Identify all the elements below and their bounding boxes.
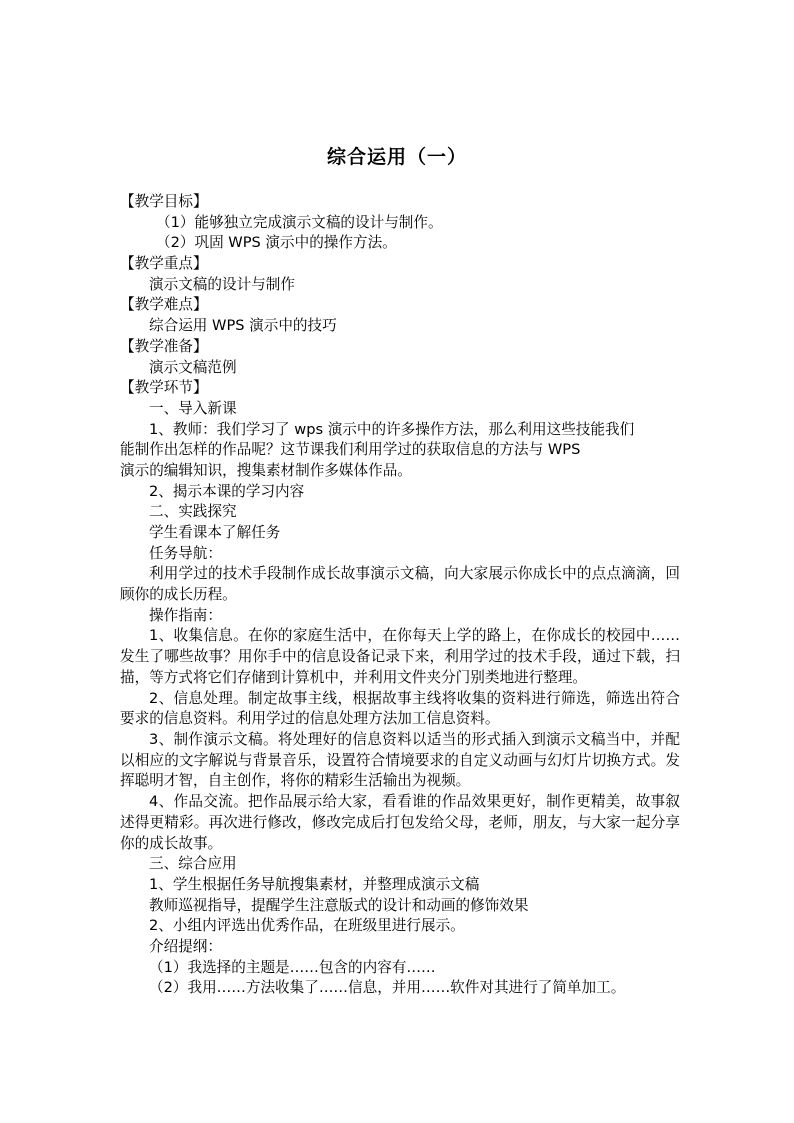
guide-paragraph: 4、作品交流。把作品展示给大家，看看谁的作品效果更好，制作更精美，故事叙述得更精彩。再次进行修改，修改完成后打包发给父母，老师，朋友，与大家一起分享你的成长故事。 (120, 793, 680, 852)
objectives-heading: 【教学目标】 (120, 193, 208, 210)
objective-item: （2）巩固 WPS 演示中的操作方法。 (156, 234, 397, 252)
part3-heading: 三、综合应用 (149, 855, 237, 873)
task-nav-paragraph: 利用学过的技术手段制作成长故事演示文稿，向大家展示你成长中的点点滴滴，回顾你的成长历程。 (120, 565, 680, 604)
outline-label: 介绍提纲： (149, 937, 222, 955)
objective-item: （1）能够独立完成演示文稿的设计与制作。 (156, 213, 443, 231)
part1-step2: 2、揭示本课的学习内容 (149, 482, 305, 500)
paragraph-line: 1、教师：我们学习了 wps 演示中的许多操作方法，那么利用这些技能我们 (149, 420, 635, 438)
guide-paragraph: 1、收集信息。在你的家庭生活中，在你每天上学的路上，在你成长的校园中……发生了哪些故事？用你手中的信息设备记录下来，利用学过的技术手段，通过下载，扫描，等方式将它们存储到计算机中，并利用文件夹分门别类地进行整理。 (120, 627, 680, 686)
paragraph-line: 能制作出怎样的作品呢？这节课我们利用学过的获取信息的方法与 WPS (120, 441, 581, 459)
paragraph-line: 演示的编辑知识，搜集素材制作多媒体作品。 (120, 461, 412, 479)
difficulties-heading: 【教学难点】 (120, 296, 208, 314)
process-heading: 【教学环节】 (120, 379, 208, 397)
part3-teacher: 教师巡视指导，提醒学生注意版式的设计和动画的修饰效果 (149, 896, 529, 914)
part3-step2: 2、小组内评选出优秀作品，在班级里进行展示。 (149, 917, 465, 935)
page-title: 综合运用（一） (326, 146, 467, 168)
preparation-text: 演示文稿范例 (149, 358, 237, 376)
lesson-content (120, 192, 680, 999)
key-points-text: 演示文稿的设计与制作 (149, 275, 295, 293)
part3-step1: 1、学生根据任务导航搜集素材，并整理成演示文稿 (149, 875, 480, 893)
preparation-heading: 【教学准备】 (120, 337, 208, 355)
part2-read: 学生看课本了解任务 (149, 524, 281, 541)
key-points-heading: 【教学重点】 (120, 255, 208, 273)
guide-paragraph: 3、制作演示文稿。将处理好的信息资料以适当的形式插入到演示文稿当中，并配以相应的文字解说与背景音乐，设置符合情境要求的自定义动画与幻灯片切换方式。发挥聪明才智，自主创作，将你的精彩生活输出为视频。 (120, 730, 680, 790)
part1-heading: 一、导入新课 (149, 399, 237, 417)
difficulties-text: 综合运用 WPS 演示中的技巧 (149, 317, 337, 335)
outline-item: （2）我用……方法收集了……信息，并用……软件对其进行了简单加工。 (149, 979, 626, 997)
outline-item: （1）我选择的主题是……包含的内容有…… (149, 958, 436, 976)
task-nav-label: 任务导航： (149, 544, 222, 562)
part2-heading: 二、实践探究 (149, 503, 237, 521)
guide-paragraph: 2、信息处理。制定故事主线，根据故事主线将收集的资料进行筛选，筛选出符合要求的信息资料。利用学过的信息处理方法加工信息资料。 (120, 689, 680, 728)
guide-label: 操作指南： (149, 606, 222, 624)
